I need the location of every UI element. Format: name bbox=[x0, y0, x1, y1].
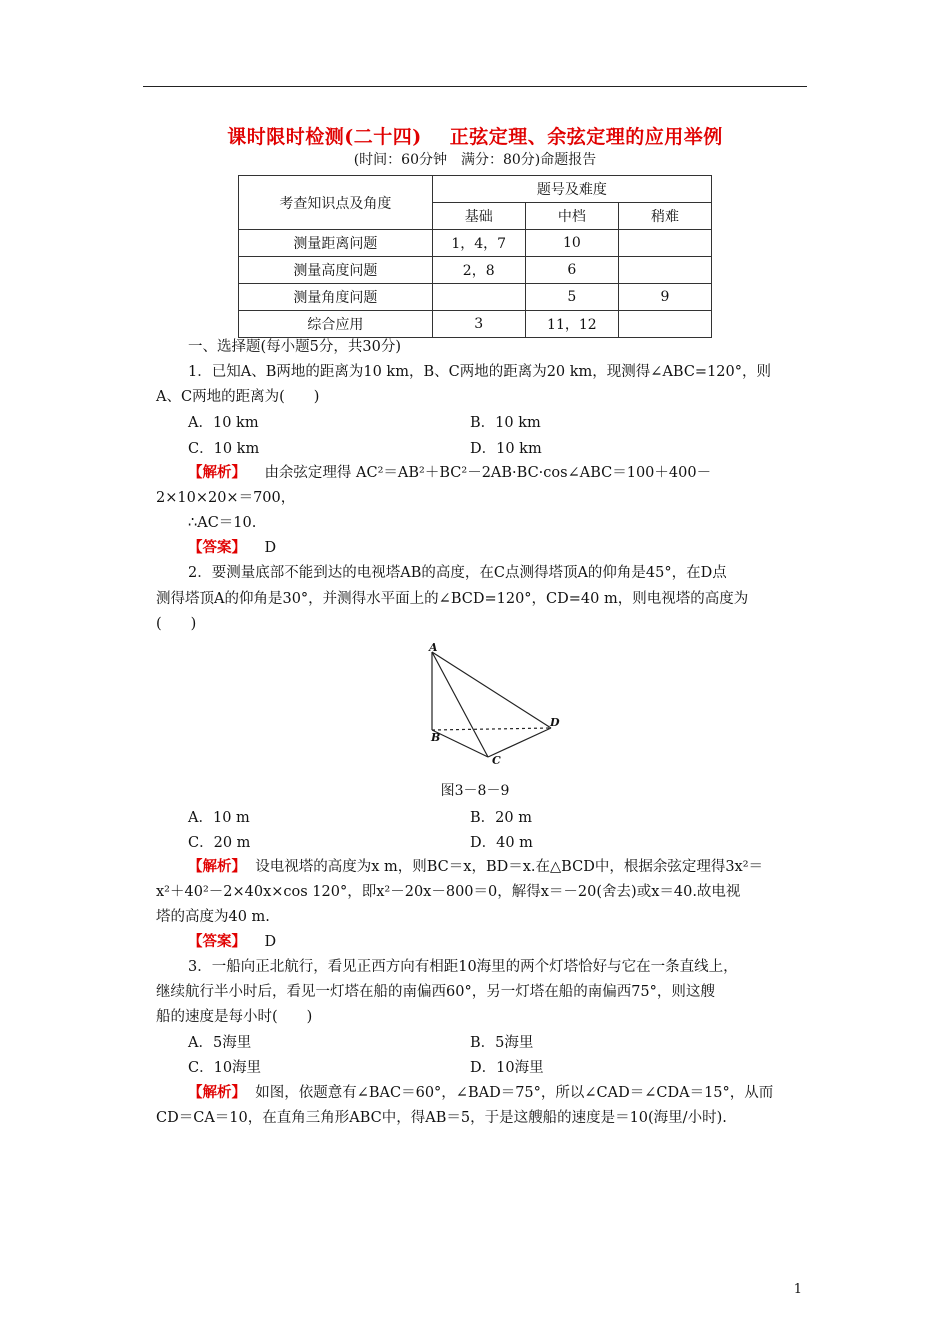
table-header-medium: 中档 bbox=[525, 203, 618, 230]
q2-analysis-line3: 塔的高度为40 m. bbox=[156, 909, 270, 925]
header-rule bbox=[143, 86, 807, 87]
page-number: 1 bbox=[793, 1282, 802, 1297]
q1-option-c: C．10 km bbox=[188, 441, 260, 457]
analysis-tag: 【解析】 bbox=[188, 464, 246, 481]
table-header-group: 题号及难度 bbox=[432, 176, 711, 203]
tower-figure bbox=[420, 640, 570, 770]
q3-option-b: B．5海里 bbox=[470, 1035, 534, 1051]
q2-answer: 【答案】 D bbox=[188, 933, 277, 950]
report-table bbox=[238, 175, 712, 338]
table-row: 测量距离问题 1，4，7 10 bbox=[239, 230, 712, 257]
q3-option-c: C．10海里 bbox=[188, 1060, 262, 1076]
analysis-tag: 【解析】 bbox=[188, 1084, 246, 1101]
q3-line3: 船的速度是每小时( ) bbox=[156, 1009, 313, 1025]
table-row: 测量角度问题 5 9 bbox=[239, 284, 712, 311]
table-row: 测量高度问题 2，8 6 bbox=[239, 257, 712, 284]
q3-line1: 3．一船向正北航行，看见正西方向有相距10海里的两个灯塔恰好与它在一条直线上， bbox=[188, 959, 738, 975]
segment-cd bbox=[488, 728, 551, 757]
q1-line1: 1．已知A、B两地的距离为10 km，B、C两地的距离为20 km，现测得∠ABC=120°，则 bbox=[188, 364, 772, 380]
q2-line3: ( ) bbox=[156, 616, 197, 632]
q2-analysis-line2: x²＋40²－2×40x×cos 120°，即x²－20x－800＝0，解得x＝－20(舍去)或x＝40.故电视 bbox=[156, 884, 741, 900]
analysis-tag: 【解析】 bbox=[188, 858, 246, 875]
q3-option-a: A．5海里 bbox=[188, 1035, 252, 1051]
label-c: C bbox=[492, 754, 501, 767]
q1-analysis: 【解析】 由余弦定理得 AC²＝AB²＋BC²－2AB·BC·cos∠ABC＝100＋400－ bbox=[188, 464, 712, 481]
q1-option-d: D．10 km bbox=[470, 441, 542, 457]
table-header-basic: 基础 bbox=[432, 203, 525, 230]
table-header-topic: 考查知识点及角度 bbox=[239, 176, 433, 230]
q2-line2: 测得塔顶A的仰角是30°，并测得水平面上的∠BCD=120°，CD=40 m，则电视塔的高度为 bbox=[156, 591, 749, 607]
q3-analysis: 【解析】 如图，依题意有∠BAC＝60°，∠BAD＝75°，所以∠CAD＝∠CDA＝15°，从而 bbox=[188, 1084, 774, 1101]
q1-analysis-line3: ∴AC＝10. bbox=[188, 515, 257, 531]
segment-bd bbox=[432, 728, 551, 730]
table-row: 综合应用 3 11，12 bbox=[239, 311, 712, 338]
label-d: D bbox=[550, 716, 560, 729]
section-heading: 一、选择题(每小题5分，共30分) bbox=[188, 339, 401, 355]
q1-answer: 【答案】 D bbox=[188, 539, 277, 556]
q2-option-c: C．20 m bbox=[188, 835, 251, 851]
q2-line1: 2．要测量底部不能到达的电视塔AB的高度，在C点测得塔顶A的仰角是45°，在D点 bbox=[188, 565, 727, 581]
q1-line2: A、C两地的距离为( ) bbox=[156, 389, 320, 405]
tower-diagram bbox=[420, 640, 570, 770]
q1-option-a: A．10 km bbox=[188, 415, 259, 431]
q3-option-d: D．10海里 bbox=[470, 1060, 544, 1076]
page-title: 课时限时检测(二十四) 正弦定理、余弦定理的应用举例 bbox=[227, 126, 723, 148]
segment-bc bbox=[432, 730, 488, 757]
label-a: A bbox=[429, 641, 438, 654]
segment-ad bbox=[432, 652, 551, 728]
q3-analysis-line2: CD＝CA＝10，在直角三角形ABC中，得AB＝5，于是这艘船的速度是＝10(海里/小时). bbox=[156, 1110, 727, 1126]
q2-option-b: B．20 m bbox=[470, 810, 532, 826]
table-header-hard: 稍难 bbox=[618, 203, 711, 230]
q2-analysis: 【解析】 设电视塔的高度为x m，则BC＝x，BD＝x.在△BCD中，根据余弦定理得3x²＝ bbox=[188, 858, 764, 875]
q3-line2: 继续航行半小时后，看见一灯塔在船的南偏西60°，另一灯塔在船的南偏西75°，则这艘 bbox=[156, 984, 715, 1000]
q1-analysis-line2: 2×10×20×＝700， bbox=[156, 490, 296, 506]
q2-option-d: D．40 m bbox=[470, 835, 533, 851]
segment-ac bbox=[432, 652, 488, 757]
label-b: B bbox=[431, 731, 441, 744]
figure-caption: 图3－8－9 bbox=[440, 783, 510, 799]
q1-option-b: B．10 km bbox=[470, 415, 541, 431]
subtitle: (时间：60分钟 满分：80分)命题报告 bbox=[353, 152, 597, 168]
q2-option-a: A．10 m bbox=[188, 810, 250, 826]
